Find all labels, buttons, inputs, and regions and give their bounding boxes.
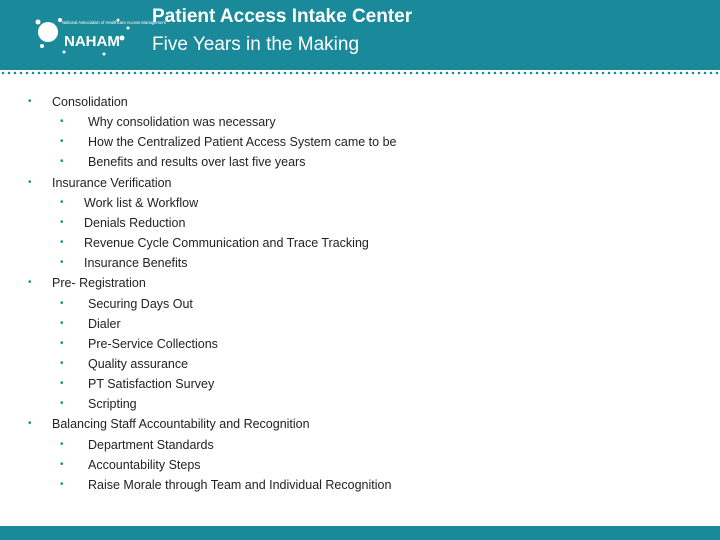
page-subtitle: Five Years in the Making [152, 34, 360, 55]
sub-bullet-icon: • [60, 337, 64, 349]
sub-bullet-icon: • [60, 156, 64, 168]
sub-item-label: Work list & Workflow [84, 195, 199, 210]
sub-item-label: How the Centralized Patient Access System came to be [88, 135, 397, 150]
sub-bullet-icon: • [60, 478, 64, 490]
sub-item-label: Department Standards [88, 437, 214, 452]
sub-item-label: Scripting [88, 397, 137, 412]
sub-item-label: Benefits and results over last five years [88, 155, 306, 170]
sub-item-label: Quality assurance [88, 356, 189, 371]
sub-bullet-icon: • [60, 257, 64, 269]
sub-item-label: Pre-Service Collections [88, 336, 218, 351]
sub-bullet-icon: • [60, 317, 64, 329]
sub-item-label: Raise Morale through Team and Individual Recognition [88, 477, 392, 492]
dotted-divider [0, 70, 720, 76]
section-label: Consolidation [52, 95, 128, 109]
sub-bullet-icon: • [60, 357, 64, 369]
logo-text: NAHAM [64, 33, 120, 50]
bullet-icon: • [28, 176, 32, 188]
sub-item-label: Accountability Steps [88, 457, 201, 472]
sub-bullet-icon: • [60, 438, 64, 450]
sub-bullet-icon: • [60, 216, 64, 228]
section-label: Insurance Verification [52, 175, 172, 190]
sub-item-label: Revenue Cycle Communication and Trace Tracking [84, 236, 369, 251]
sub-bullet-icon: • [60, 116, 64, 128]
sub-bullet-icon: • [60, 458, 64, 470]
sub-item-label: Denials Reduction [84, 215, 186, 230]
sub-item-label: Why consolidation was necessary [88, 115, 276, 130]
sub-item-label: Securing Days Out [88, 296, 193, 311]
sub-bullet-icon: • [60, 136, 64, 148]
logo-small-text: National Association of Healthcare Access Management [62, 20, 166, 25]
header-bar [0, 0, 720, 70]
bullet-icon: • [28, 96, 32, 107]
page-title: Patient Access Intake Center [152, 6, 413, 27]
footer-bar [0, 526, 720, 540]
sub-bullet-icon: • [60, 196, 64, 208]
sub-item-label: Dialer [88, 316, 121, 331]
sub-item-label: Insurance Benefits [84, 256, 188, 271]
bullet-icon: • [28, 277, 32, 289]
sub-bullet-icon: • [60, 297, 64, 309]
section-label: Pre- Registration [52, 276, 146, 291]
sub-item-label: PT Satisfaction Survey [88, 377, 215, 392]
naham-logo [34, 12, 166, 58]
sub-bullet-icon: • [60, 378, 64, 390]
sub-bullet-icon: • [60, 398, 64, 410]
section-label: Balancing Staff Accountability and Recognition [52, 417, 310, 432]
bullet-icon: • [28, 418, 32, 430]
sub-bullet-icon: • [60, 237, 64, 249]
